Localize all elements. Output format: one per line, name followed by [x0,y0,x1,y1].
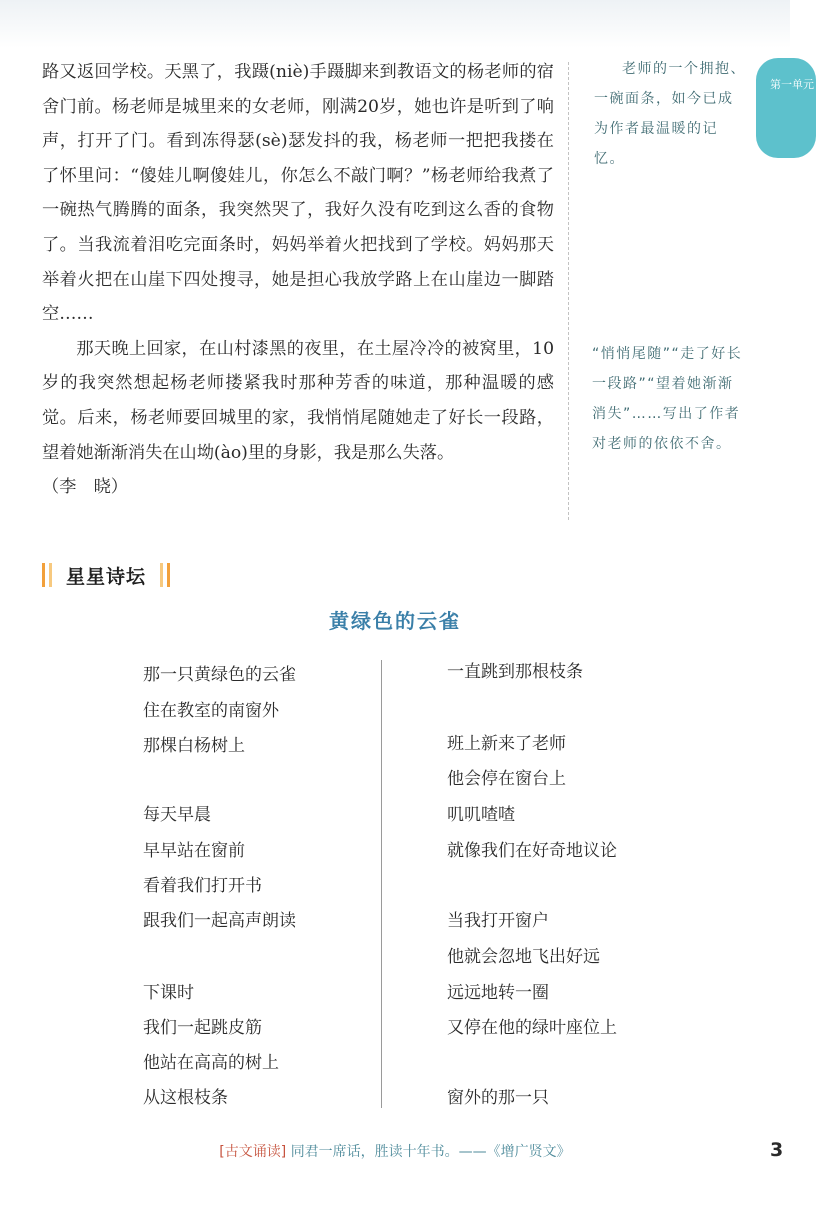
poem-line: 当我打开窗户 [447,911,549,931]
poem-line: 就像我们在好奇地议论 [447,841,617,861]
poem-line: 远远地转一圈 [447,983,549,1003]
poem-line: 叽叽喳喳 [447,805,515,825]
story-paragraph-1: 路又返回学校。天黑了，我蹑(niè)手蹑脚来到教语文的杨老师的宿舍门前。杨老师是城里来的女老师，刚满20岁，她也许是听到了响声，打开了门。看到冻得瑟(sè)瑟发抖的我，杨老师一把把我搂在了怀里问：“傻娃儿啊傻娃儿，你怎么不敲门啊？”杨老师给我煮了一碗热气腾腾的面条，我突然哭了，我好久没有吃到这么香的食物了。当我流着泪吃完面条时，妈妈举着火把找到了学校。妈妈那天举着火把在山崖下四处搜寻，她是担心我放学路上在山崖边一脚踏空…… [42,62,554,325]
poem-line: 每天早晨 [143,805,211,825]
poem-line: 班上新来了老师 [447,734,566,754]
story-paragraph-2: 那天晚上回家，在山村漆黑的夜里，在土屋冷冷的被窝里，10岁的我突然想起杨老师搂紧我时那种芳香的味道，那种温暖的感觉。后来，杨老师要回城里的家，我悄悄尾随她走了好长一段路，望着她渐渐消失在山坳(ào)里的身影，我是那么失落。 [42,338,554,463]
poem-line: 他就会忽地飞出好远 [447,947,600,967]
poem-line: 又停在他的绿叶座位上 [447,1018,617,1038]
poem-line: 看着我们打开书 [143,876,262,896]
poem-line: 一直跳到那根枝条 [447,662,583,682]
margin-note-2: “悄悄尾随”“走了好长一段路”“望着她渐渐消失”……写出了作者对老师的依依不舍。 [592,346,743,452]
top-gradient [0,0,790,48]
margin-divider [568,62,569,520]
footer-quote: 同君一席话，胜读十年书。——《增广贤文》 [290,1144,571,1160]
header-bar-icon [49,563,52,587]
story-text [42,55,554,505]
poem-line: 他站在高高的树上 [143,1053,279,1073]
unit-side-tab: 第一单元 [756,58,816,158]
section-title: 星星诗坛 [66,565,147,588]
poem-line: 从这根枝条 [143,1088,228,1108]
poem-line: 那棵白杨树上 [143,736,245,756]
header-bar-icon [167,563,170,587]
poem-line: 下课时 [143,983,194,1003]
poem-title: 黄绿色的云雀 [329,609,461,633]
story-author: （李 晓） [42,477,128,498]
poem-line: 早早站在窗前 [143,841,245,861]
poem-column-divider [381,660,382,1108]
poem-line: 窗外的那一只 [447,1088,549,1108]
poem-line: 住在教室的南窗外 [143,701,279,721]
poem-line: 那一只黄绿色的云雀 [143,665,296,685]
footer [0,1141,790,1161]
header-bar-icon [42,563,45,587]
margin-note-1: 老师的一个拥抱、一碗面条，如今已成为作者最温暖的记忆。 [594,61,746,167]
poem-line: 我们一起跳皮筋 [143,1018,262,1038]
poem-line: 他会停在窗台上 [447,769,566,789]
poem-line: 跟我们一起高声朗读 [143,911,296,931]
footer-tag: [古文诵读] [219,1144,287,1160]
page-number: 3 [770,1139,784,1161]
section-header [40,560,172,590]
header-bar-icon [160,563,163,587]
